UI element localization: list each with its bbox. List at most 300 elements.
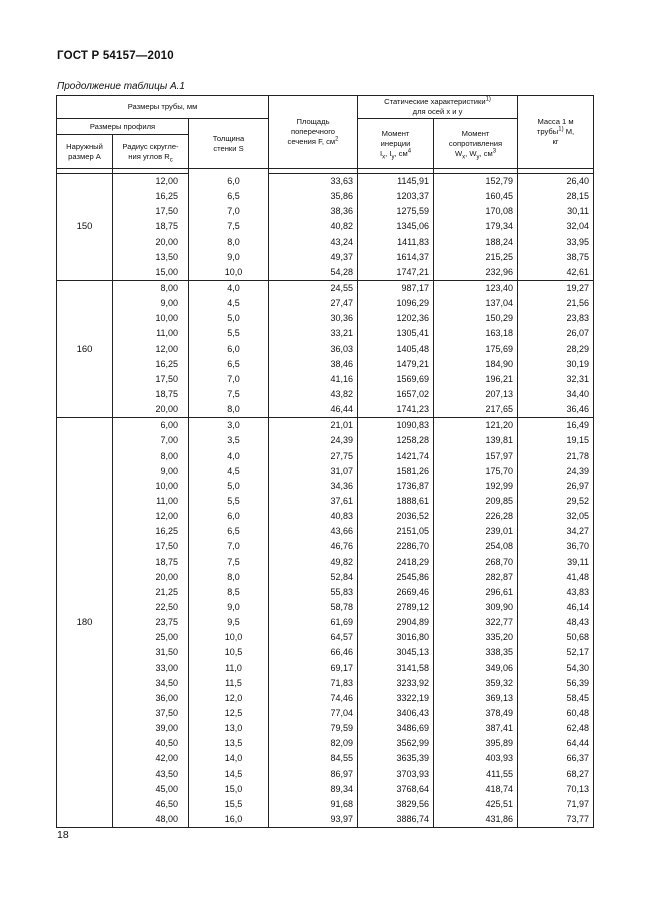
cell-mass: 29,52 <box>518 494 594 509</box>
cell-moment-resistance: 378,49 <box>434 706 518 721</box>
cell-corner-radius: 11,00 <box>113 494 189 509</box>
cell-moment-inertia: 1479,21 <box>358 357 434 372</box>
cell-moment-resistance: 359,32 <box>434 676 518 691</box>
cell-mass: 71,97 <box>518 797 594 812</box>
cell-moment-resistance: 184,90 <box>434 357 518 372</box>
cell-moment-resistance: 157,97 <box>434 449 518 464</box>
cell-wall-thickness: 7,0 <box>189 204 269 219</box>
cell-mass: 73,77 <box>518 812 594 828</box>
table-row <box>57 174 594 190</box>
cell-corner-radius: 22,50 <box>113 600 189 615</box>
header-static-characteristics: Статические характеристики$^{1)}$ для осей x и y <box>358 96 518 119</box>
cell-moment-inertia: 1345,06 <box>358 219 434 234</box>
table-row <box>57 280 594 296</box>
cell-mass: 70,13 <box>518 782 594 797</box>
cell-area: 84,55 <box>269 751 358 766</box>
cell-moment-resistance: 335,20 <box>434 630 518 645</box>
cell-area: 64,57 <box>269 630 358 645</box>
cell-wall-thickness: 14,5 <box>189 766 269 781</box>
cell-moment-inertia: 1275,59 <box>358 204 434 219</box>
cell-area: 74,46 <box>269 691 358 706</box>
cell-wall-thickness: 5,5 <box>189 494 269 509</box>
cell-moment-inertia: 2036,52 <box>358 509 434 524</box>
cell-mass: 21,78 <box>518 449 594 464</box>
cell-mass: 26,97 <box>518 479 594 494</box>
cell-moment-inertia: 3233,92 <box>358 676 434 691</box>
cell-corner-radius: 23,75 <box>113 615 189 630</box>
cell-area: 24,39 <box>269 433 358 448</box>
table-row <box>57 736 594 751</box>
cell-corner-radius: 31,50 <box>113 645 189 660</box>
cell-mass: 32,04 <box>518 219 594 234</box>
cell-wall-thickness: 9,5 <box>189 615 269 630</box>
cell-wall-thickness: 15,5 <box>189 797 269 812</box>
table-row <box>57 418 594 434</box>
table-row <box>57 630 594 645</box>
cell-corner-radius: 18,75 <box>113 219 189 234</box>
cell-moment-inertia: 2789,12 <box>358 600 434 615</box>
cell-moment-inertia: 1305,41 <box>358 326 434 341</box>
cell-mass: 34,27 <box>518 524 594 539</box>
cell-corner-radius: 7,00 <box>113 433 189 448</box>
cell-wall-thickness: 3,0 <box>189 418 269 434</box>
table-row <box>57 326 594 341</box>
cell-wall-thickness: 8,5 <box>189 585 269 600</box>
cell-mass: 19,15 <box>518 433 594 448</box>
cell-mass: 36,70 <box>518 539 594 554</box>
table-body <box>57 174 594 828</box>
cell-corner-radius: 10,00 <box>113 479 189 494</box>
table-row <box>57 645 594 660</box>
table-row <box>57 387 594 402</box>
cell-corner-radius: 42,00 <box>113 751 189 766</box>
cell-moment-resistance: 163,18 <box>434 326 518 341</box>
cell-mass: 43,83 <box>518 585 594 600</box>
cell-moment-resistance: 369,13 <box>434 691 518 706</box>
cell-wall-thickness: 6,5 <box>189 189 269 204</box>
cell-area: 43,66 <box>269 524 358 539</box>
cell-wall-thickness: 11,5 <box>189 676 269 691</box>
cell-moment-inertia: 1888,61 <box>358 494 434 509</box>
cell-moment-inertia: 3635,39 <box>358 751 434 766</box>
table-row <box>57 555 594 570</box>
header-corner-radius: Радиус скругле- ния углов $R_c$ <box>113 135 189 169</box>
table-row <box>57 509 594 524</box>
cell-wall-thickness: 6,5 <box>189 524 269 539</box>
cell-wall-thickness: 12,5 <box>189 706 269 721</box>
cell-area: 66,46 <box>269 645 358 660</box>
cell-wall-thickness: 8,0 <box>189 402 269 418</box>
cell-area: 54,28 <box>269 265 358 281</box>
table-row <box>57 615 594 630</box>
cell-area: 41,16 <box>269 372 358 387</box>
cell-mass: 54,30 <box>518 661 594 676</box>
cell-area: 37,61 <box>269 494 358 509</box>
header-moment-inertia: Момент инерции $I_x$, $I_y$, $см^4$ <box>358 119 434 169</box>
cell-corner-radius: 40,50 <box>113 736 189 751</box>
cell-mass: 19,27 <box>518 280 594 296</box>
table-row <box>57 751 594 766</box>
cell-area: 49,82 <box>269 555 358 570</box>
table-row <box>57 676 594 691</box>
table-row <box>57 464 594 479</box>
cell-mass: 48,43 <box>518 615 594 630</box>
cell-moment-resistance: 268,70 <box>434 555 518 570</box>
cell-moment-inertia: 3045,13 <box>358 645 434 660</box>
header-outer-size: Наружный размер A <box>57 135 113 169</box>
table-row <box>57 433 594 448</box>
cell-area: 77,04 <box>269 706 358 721</box>
cell-corner-radius: 13,50 <box>113 250 189 265</box>
cell-area: 40,83 <box>269 509 358 524</box>
cell-mass: 28,15 <box>518 189 594 204</box>
cell-corner-radius: 45,00 <box>113 782 189 797</box>
cell-mass: 36,46 <box>518 402 594 418</box>
cell-wall-thickness: 13,0 <box>189 721 269 736</box>
cell-wall-thickness: 7,5 <box>189 219 269 234</box>
cell-mass: 28,29 <box>518 342 594 357</box>
table-header <box>57 96 594 174</box>
table-row <box>57 600 594 615</box>
cell-moment-inertia: 3829,56 <box>358 797 434 812</box>
cell-moment-inertia: 1741,23 <box>358 402 434 418</box>
table-row <box>57 357 594 372</box>
table-row <box>57 570 594 585</box>
header-pipe-sizes: Размеры трубы, мм <box>57 96 269 119</box>
cell-moment-resistance: 137,04 <box>434 296 518 311</box>
cell-wall-thickness: 11,0 <box>189 661 269 676</box>
cell-mass: 23,83 <box>518 311 594 326</box>
table-row <box>57 691 594 706</box>
cell-corner-radius: 34,50 <box>113 676 189 691</box>
cell-wall-thickness: 3,5 <box>189 433 269 448</box>
cell-area: 93,97 <box>269 812 358 828</box>
cell-area: 40,82 <box>269 219 358 234</box>
table-row <box>57 235 594 250</box>
cell-area: 33,21 <box>269 326 358 341</box>
cell-corner-radius: 12,00 <box>113 509 189 524</box>
cell-area: 38,46 <box>269 357 358 372</box>
table-row <box>57 494 594 509</box>
table-caption: Продолжение таблицы А.1 <box>57 81 185 92</box>
cell-moment-resistance: 282,87 <box>434 570 518 585</box>
cell-wall-thickness: 4,5 <box>189 296 269 311</box>
table-row <box>57 265 594 281</box>
cell-moment-resistance: 175,70 <box>434 464 518 479</box>
cell-mass: 64,44 <box>518 736 594 751</box>
cell-moment-resistance: 254,08 <box>434 539 518 554</box>
cell-moment-inertia: 1411,83 <box>358 235 434 250</box>
cell-wall-thickness: 6,5 <box>189 357 269 372</box>
table-row <box>57 219 594 234</box>
cell-moment-resistance: 160,45 <box>434 189 518 204</box>
cell-wall-thickness: 7,5 <box>189 555 269 570</box>
cell-moment-inertia: 2904,89 <box>358 615 434 630</box>
cell-corner-radius: 25,00 <box>113 630 189 645</box>
cell-corner-radius: 12,00 <box>113 342 189 357</box>
cell-wall-thickness: 4,0 <box>189 280 269 296</box>
cell-area: 86,97 <box>269 766 358 781</box>
cell-corner-radius: 17,50 <box>113 372 189 387</box>
cell-moment-inertia: 1090,83 <box>358 418 434 434</box>
cell-moment-inertia: 3703,93 <box>358 766 434 781</box>
cell-mass: 42,61 <box>518 265 594 281</box>
cell-area: 31,07 <box>269 464 358 479</box>
cell-corner-radius: 16,25 <box>113 524 189 539</box>
cell-moment-inertia: 1657,02 <box>358 387 434 402</box>
cell-moment-resistance: 425,51 <box>434 797 518 812</box>
cell-mass: 21,56 <box>518 296 594 311</box>
cell-wall-thickness: 10,5 <box>189 645 269 660</box>
cell-corner-radius: 18,75 <box>113 555 189 570</box>
cell-corner-radius: 9,00 <box>113 296 189 311</box>
cell-mass: 52,17 <box>518 645 594 660</box>
cell-corner-radius: 8,00 <box>113 280 189 296</box>
cell-moment-resistance: 309,90 <box>434 600 518 615</box>
cell-moment-resistance: 215,25 <box>434 250 518 265</box>
cell-moment-resistance: 217,65 <box>434 402 518 418</box>
cell-moment-inertia: 2545,86 <box>358 570 434 585</box>
cell-moment-inertia: 1614,37 <box>358 250 434 265</box>
cell-moment-inertia: 1747,21 <box>358 265 434 281</box>
table-row <box>57 250 594 265</box>
cell-wall-thickness: 9,0 <box>189 600 269 615</box>
cell-mass: 46,14 <box>518 600 594 615</box>
cell-mass: 39,11 <box>518 555 594 570</box>
cell-corner-radius: 48,00 <box>113 812 189 828</box>
table-row <box>57 539 594 554</box>
cell-corner-radius: 16,25 <box>113 189 189 204</box>
cell-area: 79,59 <box>269 721 358 736</box>
cell-area: 34,36 <box>269 479 358 494</box>
cell-moment-resistance: 170,08 <box>434 204 518 219</box>
cell-moment-resistance: 123,40 <box>434 280 518 296</box>
cell-mass: 38,75 <box>518 250 594 265</box>
cell-wall-thickness: 16,0 <box>189 812 269 828</box>
table-row <box>57 766 594 781</box>
table-row <box>57 342 594 357</box>
cell-moment-resistance: 338,35 <box>434 645 518 660</box>
cell-moment-resistance: 232,96 <box>434 265 518 281</box>
cell-moment-inertia: 987,17 <box>358 280 434 296</box>
cell-moment-inertia: 1405,48 <box>358 342 434 357</box>
cell-wall-thickness: 4,5 <box>189 464 269 479</box>
cell-moment-inertia: 1421,74 <box>358 449 434 464</box>
cell-moment-resistance: 296,61 <box>434 585 518 600</box>
cell-mass: 33,95 <box>518 235 594 250</box>
page-number: 18 <box>57 829 69 841</box>
header-wall-thickness: Толщина стенки S <box>189 119 269 169</box>
cell-corner-radius: 20,00 <box>113 235 189 250</box>
cell-moment-resistance: 349,06 <box>434 661 518 676</box>
cell-area: 24,55 <box>269 280 358 296</box>
table-row <box>57 585 594 600</box>
cell-mass: 50,68 <box>518 630 594 645</box>
table-row <box>57 449 594 464</box>
cell-corner-radius: 20,00 <box>113 402 189 418</box>
cell-moment-resistance: 395,89 <box>434 736 518 751</box>
cell-moment-inertia: 3886,74 <box>358 812 434 828</box>
cell-area: 71,83 <box>269 676 358 691</box>
cell-corner-radius: 21,25 <box>113 585 189 600</box>
cell-moment-resistance: 192,99 <box>434 479 518 494</box>
header-moment-resistance: Момент сопротивления $W_x$, $W_y$, $см^3$ <box>434 119 518 169</box>
cell-area: 35,86 <box>269 189 358 204</box>
cell-wall-thickness: 7,5 <box>189 387 269 402</box>
cell-outer-size: 160 <box>57 280 113 417</box>
header-area: Площадь поперечного сечения F, $см^2$ <box>269 96 358 169</box>
cell-area: 43,24 <box>269 235 358 250</box>
cell-mass: 66,37 <box>518 751 594 766</box>
cell-corner-radius: 17,50 <box>113 539 189 554</box>
cell-mass: 32,05 <box>518 509 594 524</box>
cell-mass: 58,45 <box>518 691 594 706</box>
cell-mass: 24,39 <box>518 464 594 479</box>
cell-wall-thickness: 10,0 <box>189 630 269 645</box>
cell-area: 52,84 <box>269 570 358 585</box>
cell-moment-resistance: 209,85 <box>434 494 518 509</box>
cell-mass: 60,48 <box>518 706 594 721</box>
cell-moment-inertia: 1736,87 <box>358 479 434 494</box>
cell-moment-inertia: 2286,70 <box>358 539 434 554</box>
cell-area: 30,36 <box>269 311 358 326</box>
cell-wall-thickness: 8,0 <box>189 570 269 585</box>
cell-area: 43,82 <box>269 387 358 402</box>
cell-area: 27,75 <box>269 449 358 464</box>
table-row <box>57 721 594 736</box>
cell-moment-inertia: 3768,64 <box>358 782 434 797</box>
cell-outer-size: 180 <box>57 418 113 828</box>
cell-area: 36,03 <box>269 342 358 357</box>
cell-wall-thickness: 5,0 <box>189 479 269 494</box>
cell-area: 91,68 <box>269 797 358 812</box>
cell-area: 38,36 <box>269 204 358 219</box>
cell-wall-thickness: 7,0 <box>189 539 269 554</box>
cell-mass: 62,48 <box>518 721 594 736</box>
cell-corner-radius: 9,00 <box>113 464 189 479</box>
cell-moment-resistance: 418,74 <box>434 782 518 797</box>
table-row <box>57 189 594 204</box>
cell-moment-inertia: 3322,19 <box>358 691 434 706</box>
cell-wall-thickness: 6,0 <box>189 509 269 524</box>
cell-mass: 16,49 <box>518 418 594 434</box>
cell-corner-radius: 11,00 <box>113 326 189 341</box>
cell-corner-radius: 43,50 <box>113 766 189 781</box>
cell-corner-radius: 15,00 <box>113 265 189 281</box>
cell-mass: 30,19 <box>518 357 594 372</box>
cell-moment-resistance: 196,21 <box>434 372 518 387</box>
cell-moment-resistance: 175,69 <box>434 342 518 357</box>
cell-moment-inertia: 3562,99 <box>358 736 434 751</box>
cell-wall-thickness: 5,5 <box>189 326 269 341</box>
cell-corner-radius: 36,00 <box>113 691 189 706</box>
cell-moment-resistance: 207,13 <box>434 387 518 402</box>
cell-moment-inertia: 1581,26 <box>358 464 434 479</box>
header-mass: Масса 1 м трубы$^{1)}$ M, кг <box>518 96 594 169</box>
document-header: ГОСТ Р 54157—2010 <box>57 50 174 62</box>
cell-corner-radius: 18,75 <box>113 387 189 402</box>
cell-wall-thickness: 15,0 <box>189 782 269 797</box>
cell-area: 33,63 <box>269 174 358 190</box>
table-row <box>57 204 594 219</box>
cell-area: 27,47 <box>269 296 358 311</box>
cell-mass: 26,40 <box>518 174 594 190</box>
cell-moment-resistance: 322,77 <box>434 615 518 630</box>
cell-moment-resistance: 188,24 <box>434 235 518 250</box>
cell-moment-inertia: 2669,46 <box>358 585 434 600</box>
cell-wall-thickness: 5,0 <box>189 311 269 326</box>
cell-corner-radius: 46,50 <box>113 797 189 812</box>
table-row <box>57 797 594 812</box>
table-row <box>57 706 594 721</box>
table-row <box>57 311 594 326</box>
cell-outer-size: 150 <box>57 174 113 281</box>
cell-moment-inertia: 3016,80 <box>358 630 434 645</box>
cell-mass: 30,11 <box>518 204 594 219</box>
cell-area: 82,09 <box>269 736 358 751</box>
cell-moment-inertia: 3141,58 <box>358 661 434 676</box>
table-row <box>57 402 594 418</box>
cell-area: 89,34 <box>269 782 358 797</box>
cell-area: 69,17 <box>269 661 358 676</box>
cell-corner-radius: 8,00 <box>113 449 189 464</box>
cell-corner-radius: 39,00 <box>113 721 189 736</box>
cell-moment-inertia: 1202,36 <box>358 311 434 326</box>
pipe-characteristics-table <box>56 95 594 828</box>
cell-moment-inertia: 1096,29 <box>358 296 434 311</box>
cell-wall-thickness: 7,0 <box>189 372 269 387</box>
cell-wall-thickness: 6,0 <box>189 174 269 190</box>
cell-moment-inertia: 3406,43 <box>358 706 434 721</box>
cell-mass: 41,48 <box>518 570 594 585</box>
table-row <box>57 661 594 676</box>
cell-mass: 34,40 <box>518 387 594 402</box>
cell-area: 46,76 <box>269 539 358 554</box>
cell-moment-resistance: 239,01 <box>434 524 518 539</box>
cell-wall-thickness: 8,0 <box>189 235 269 250</box>
cell-area: 46,44 <box>269 402 358 418</box>
cell-moment-inertia: 3486,69 <box>358 721 434 736</box>
cell-wall-thickness: 10,0 <box>189 265 269 281</box>
cell-area: 58,78 <box>269 600 358 615</box>
cell-mass: 68,27 <box>518 766 594 781</box>
cell-corner-radius: 12,00 <box>113 174 189 190</box>
cell-corner-radius: 33,00 <box>113 661 189 676</box>
cell-moment-resistance: 152,79 <box>434 174 518 190</box>
cell-moment-resistance: 387,41 <box>434 721 518 736</box>
cell-mass: 56,39 <box>518 676 594 691</box>
cell-moment-resistance: 179,34 <box>434 219 518 234</box>
table-row <box>57 479 594 494</box>
cell-corner-radius: 10,00 <box>113 311 189 326</box>
cell-moment-resistance: 121,20 <box>434 418 518 434</box>
cell-corner-radius: 6,00 <box>113 418 189 434</box>
cell-moment-resistance: 226,28 <box>434 509 518 524</box>
table-row <box>57 812 594 828</box>
header-profile-sizes: Размеры профиля <box>57 119 189 135</box>
table-row <box>57 372 594 387</box>
cell-moment-inertia: 2418,29 <box>358 555 434 570</box>
cell-mass: 26,07 <box>518 326 594 341</box>
cell-corner-radius: 17,50 <box>113 204 189 219</box>
cell-wall-thickness: 13,5 <box>189 736 269 751</box>
cell-area: 61,69 <box>269 615 358 630</box>
cell-moment-resistance: 411,55 <box>434 766 518 781</box>
cell-corner-radius: 16,25 <box>113 357 189 372</box>
table-row <box>57 296 594 311</box>
cell-moment-resistance: 431,86 <box>434 812 518 828</box>
cell-moment-inertia: 2151,05 <box>358 524 434 539</box>
